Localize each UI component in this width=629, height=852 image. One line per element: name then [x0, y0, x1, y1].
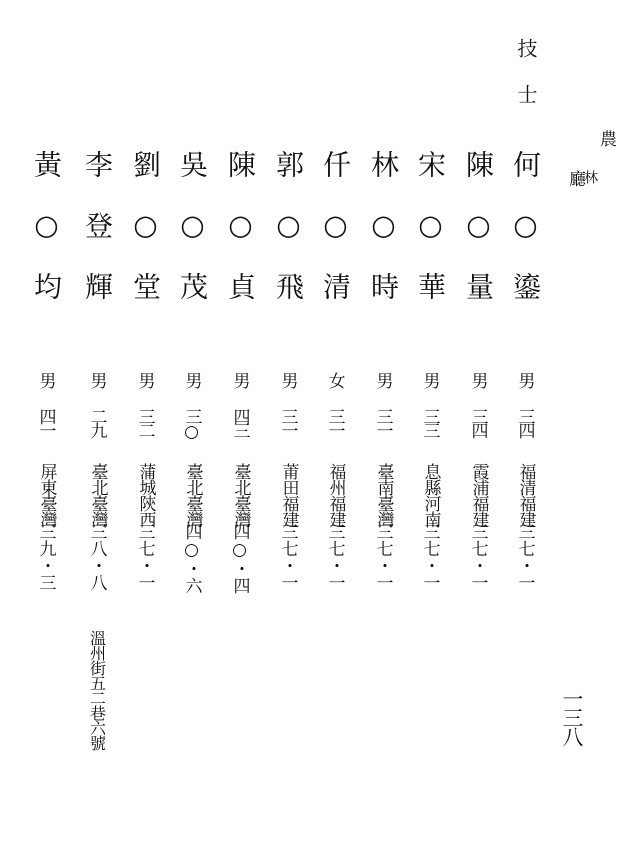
person-name: 黃○均 — [30, 150, 63, 300]
native-place-part: 福建 — [468, 495, 489, 527]
person-name: 陳○量 — [462, 150, 495, 300]
department-part: 廳 — [565, 170, 585, 187]
native-place — [361, 463, 405, 527]
age-value: 三○ — [181, 408, 202, 439]
person-name: 郭○飛 — [272, 150, 305, 300]
native-place-part: 臺北 — [230, 463, 251, 495]
appointment-date: 三七・一 — [277, 523, 298, 591]
native-place — [313, 463, 357, 527]
native-place-part: 臺灣 — [373, 495, 394, 527]
person-name: 吳○茂 — [176, 150, 209, 300]
native-place — [218, 463, 262, 527]
native-place-part: 福州 — [325, 463, 346, 495]
appointment-date: 四○・六 — [181, 523, 202, 594]
age-value: 三一 — [324, 408, 345, 436]
person-name: 李登輝 — [81, 150, 114, 300]
native-place-part: 臺南 — [373, 463, 394, 495]
age-value: 三二 — [134, 408, 155, 436]
sex-value: 男 — [467, 372, 488, 389]
native-place — [123, 463, 167, 527]
native-place-part: 臺北 — [87, 463, 108, 495]
native-place — [266, 463, 310, 527]
appointment-date: 三九・三 — [35, 523, 56, 591]
sex-value: 男 — [514, 372, 535, 389]
age-value: 二九 — [86, 408, 107, 436]
appointment-date: 三八・八 — [86, 523, 107, 591]
native-place-part: 霞浦 — [468, 463, 489, 495]
sex-value: 男 — [277, 372, 298, 389]
native-place-part: 蒲城 — [135, 463, 156, 495]
native-place — [503, 463, 547, 527]
native-place-part: 臺灣 — [182, 495, 203, 527]
native-place — [24, 463, 68, 527]
appointment-date: 四○・四 — [229, 523, 250, 594]
appointment-date: 三七・一 — [134, 523, 155, 591]
sex-value: 男 — [181, 372, 202, 389]
address: 溫州街五二巷六號 — [87, 630, 107, 750]
age-value: 四一 — [35, 408, 56, 436]
native-place — [408, 463, 452, 527]
sex-value: 男 — [229, 372, 250, 389]
native-place-part: 福清 — [515, 463, 536, 495]
native-place-part: 莆田 — [278, 463, 299, 495]
sex-value: 男 — [419, 372, 440, 389]
native-place — [75, 463, 119, 527]
person-name: 林○時 — [367, 150, 400, 300]
sex-value: 男 — [372, 372, 393, 389]
department-label — [566, 130, 614, 187]
age-value: 三三 — [419, 408, 440, 436]
native-place-part: 息縣 — [420, 463, 441, 495]
age-value: 三四 — [467, 408, 488, 436]
person-name: 宋○華 — [414, 150, 447, 300]
sex-value: 男 — [86, 372, 107, 389]
age-value: 三一 — [277, 408, 298, 436]
appointment-date: 三七・一 — [324, 523, 345, 591]
department-part: 林 — [582, 170, 598, 184]
native-place-part: 屏東 — [36, 463, 57, 495]
person-name: 何○鎏 — [509, 150, 542, 300]
section-title: 技士 — [514, 38, 538, 130]
native-place-part: 臺北 — [182, 463, 203, 495]
native-place-part: 福建 — [515, 495, 536, 527]
native-place-part: 臺灣 — [87, 495, 108, 527]
appointment-date: 三七・一 — [372, 523, 393, 591]
appointment-date: 三七・一 — [419, 523, 440, 591]
appointment-date: 三七・一 — [514, 523, 535, 591]
sex-value: 男 — [35, 372, 56, 389]
native-place-part: 陝西 — [135, 495, 156, 527]
sex-value: 女 — [324, 372, 345, 389]
native-place-part: 河南 — [420, 495, 441, 527]
native-place-part: 臺灣 — [230, 495, 251, 527]
appointment-date: 三七・一 — [467, 523, 488, 591]
age-value: 三一 — [372, 408, 393, 436]
age-value: 四三 — [229, 408, 250, 436]
native-place-part: 福建 — [325, 495, 346, 527]
person-name: 陳○貞 — [224, 150, 257, 300]
native-place-part: 臺灣 — [36, 495, 57, 527]
native-place — [170, 463, 214, 527]
sex-value: 男 — [134, 372, 155, 389]
age-value: 三四 — [514, 408, 535, 436]
native-place — [456, 463, 500, 527]
native-place-part: 福建 — [278, 495, 299, 527]
person-name: 劉○堂 — [129, 150, 162, 300]
page-number: 一三八 — [560, 688, 584, 745]
person-name: 仟○清 — [319, 150, 352, 300]
department-part: 農 — [596, 130, 616, 147]
